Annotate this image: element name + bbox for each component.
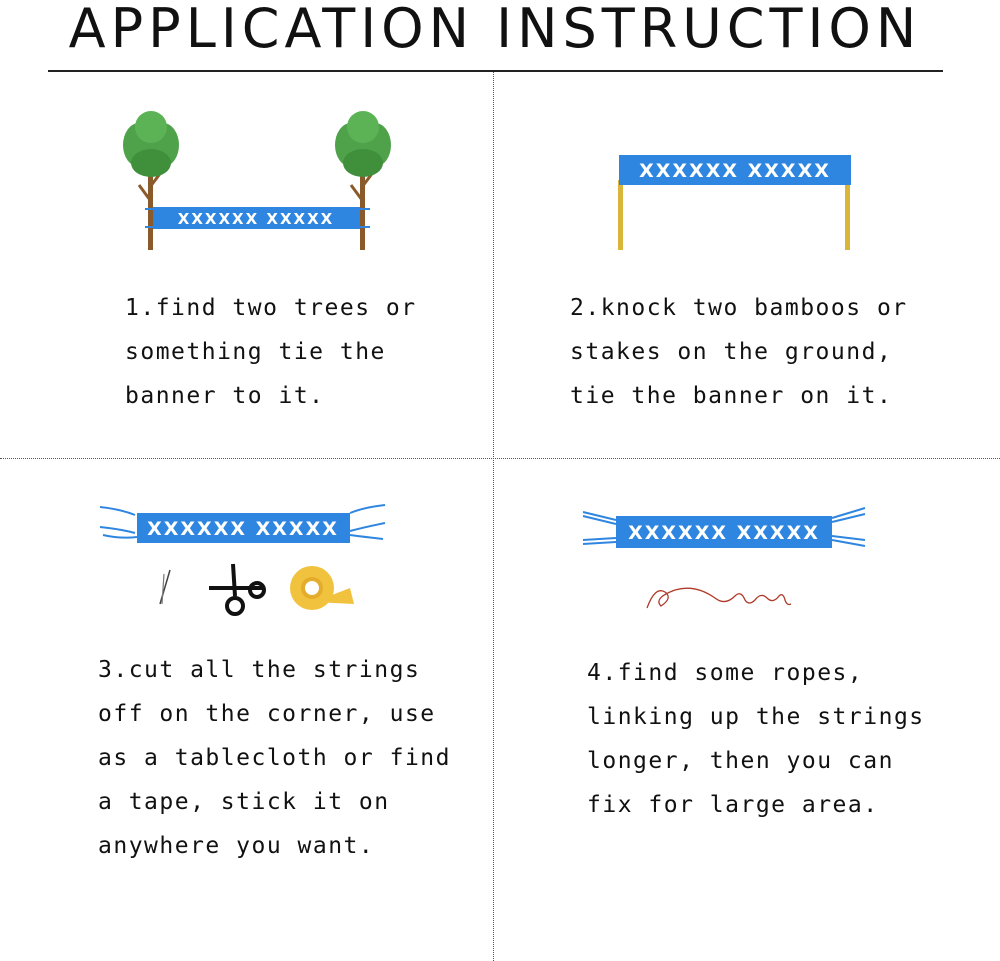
banner-icon (616, 516, 832, 548)
banner-text: XXXXXX XXXXX (177, 210, 335, 228)
banner-text: XXXXXX XXXXX (628, 522, 820, 544)
step-text-line: fix for large area. (587, 792, 879, 818)
step-text-line: 3.cut all the strings (98, 657, 421, 683)
cut-banner-illustration (95, 495, 390, 555)
step-text-line: as a tablecloth or find (98, 745, 451, 771)
banner-icon (137, 513, 350, 543)
bamboo-banner-illustration (615, 150, 860, 255)
step-text-line: 2.knock two bamboos or (570, 295, 908, 321)
step-2-text (570, 286, 908, 418)
horizontal-divider (0, 458, 1000, 459)
banner-text: XXXXXX XXXXX (639, 160, 831, 182)
step-text-line: off on the corner, use (98, 701, 436, 727)
step-1-text (125, 286, 417, 418)
step-3-text (98, 648, 451, 868)
banner-text: XXXXXX XXXXX (147, 518, 339, 540)
step-text-line: anywhere you want. (98, 833, 375, 859)
banner-icon (619, 155, 851, 185)
rope-icon (645, 578, 795, 612)
step-text-line: a tape, stick it on (98, 789, 390, 815)
scissors-icon (205, 560, 270, 620)
left-tree-icon (123, 111, 179, 250)
needle-icon (150, 566, 180, 608)
step-text-line: 4.find some ropes, (587, 660, 864, 686)
step-text-line: banner to it. (125, 383, 325, 409)
vertical-divider (493, 72, 494, 961)
right-tree-icon (335, 111, 391, 250)
tape-icon (288, 562, 356, 614)
step-text-line: linking up the strings (587, 704, 925, 730)
step-text-line: 1.find two trees or (125, 295, 417, 321)
rope-banner-illustration (580, 500, 870, 560)
banner-icon (145, 207, 370, 229)
step-text-line: longer, then you can (587, 748, 894, 774)
step-text-line: stakes on the ground, (570, 339, 893, 365)
step-text-line: tie the banner on it. (570, 383, 893, 409)
step-text-line: something tie the (125, 339, 386, 365)
trees-banner-illustration (115, 105, 405, 255)
step-4-text (587, 651, 925, 827)
page-title: APPLICATION INSTRUCTION (68, 0, 922, 60)
title-underline (48, 70, 943, 72)
